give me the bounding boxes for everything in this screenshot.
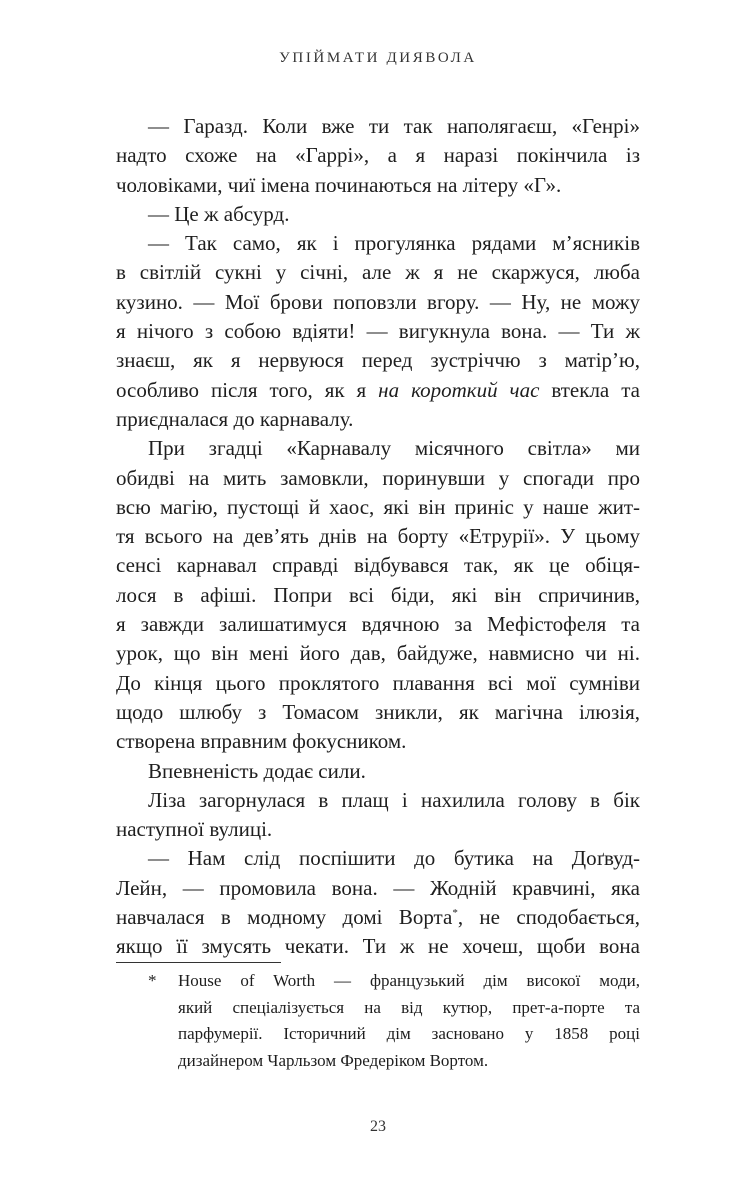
text-line: приєдналася до карнавалу. (116, 406, 354, 431)
text-line: знаєш, як я нервуюся перед зустріччю з матір’ю, (116, 348, 640, 373)
text-run: особливо після того, як я (116, 377, 379, 402)
text-line: кузино. — Мої брови поповзли вгору. — Ну, не можу (116, 289, 640, 314)
text-line: надто схоже на «Гаррі», а я наразі покінчила із (116, 143, 640, 168)
footnote-divider (116, 962, 281, 963)
body-text (116, 112, 640, 962)
text-line: сенсі карнавал справді відбувався так, як це обіця- (116, 553, 640, 578)
text-line: Лейн, — промовила вона. — Жодній кравчині, яка (116, 875, 640, 900)
text-line (116, 903, 640, 932)
footnote-line: який спеціалізується на від кутюр, прет-а-порте та (178, 997, 640, 1017)
footnote-text (178, 968, 640, 1074)
text-line: всю магію, пустощі й хаос, які він приніс у наше жит- (116, 494, 640, 519)
text-line: тя всього на дев’ять днів на борту «Етрурії». У цьому (116, 524, 640, 549)
text-run: навчалася в модному домі Ворта (116, 905, 453, 930)
text-line: в світлій сукні у січні, але ж я не скаржуся, люба (116, 260, 640, 285)
italic-emphasis: на короткий час (378, 377, 540, 402)
text-line (116, 376, 640, 405)
text-line: — Це ж абсурд. (148, 201, 290, 226)
text-line: щодо шлюбу з Томасом зникли, як магічна ілюзія, (116, 699, 640, 724)
text-run: втекла та (539, 377, 640, 402)
text-line: урок, що він мені його дав, байдуже, навмисно чи ні. (116, 641, 640, 666)
text-run: , не сподобається, (457, 905, 641, 930)
text-line: Ліза загорнулася в плащ і нахилила голову в бік (148, 787, 640, 812)
footnote-line: парфумерії. Історичний дім засновано у 1858 році (178, 1024, 640, 1044)
text-line: чоловіками, чиї імена починаються на літеру «Г». (116, 172, 562, 197)
running-head: УПІЙМАТИ ДИЯВОЛА (279, 50, 477, 66)
footnote-reference[interactable]: * (452, 907, 458, 920)
text-line: створена вправним фокусником. (116, 729, 407, 754)
text-line: наступної вулиці. (116, 817, 273, 842)
text-line: — Гаразд. Коли вже ти так наполягаєш, «Генрі» (148, 114, 640, 138)
text-line: При згадці «Карнавалу місячного світла» ми (148, 436, 640, 461)
text-line: я завжди залишатимуся вдячною за Мефістофеля та (116, 612, 640, 637)
text-line: — Так само, як і прогулянка рядами м’ясників (148, 231, 640, 256)
text-line: До кінця цього проклятого плавання всі мої сумніви (116, 670, 640, 695)
text-line: — Нам слід поспішити до бутика на Доґвуд- (148, 846, 640, 871)
footnote-marker: * (148, 971, 157, 990)
footnote-line: House of Worth — французький дім високої моди, (178, 971, 640, 990)
text-line: Впевненість додає сили. (148, 758, 366, 783)
text-line: якщо її змусять чекати. Ти ж не хочеш, щоби вона (116, 934, 640, 959)
text-line: лося в афіші. Попри всі біди, які він спричинив, (116, 582, 640, 607)
page-number: 23 (370, 1118, 386, 1135)
text-line: обидві на мить замовкли, поринувши у спогади про (116, 465, 640, 490)
text-line: я нічого з собою вдіяти! — вигукнула вона. — Ти ж (116, 319, 640, 344)
footnote-line: дизайнером Чарльзом Фредеріком Вортом. (178, 1050, 489, 1070)
